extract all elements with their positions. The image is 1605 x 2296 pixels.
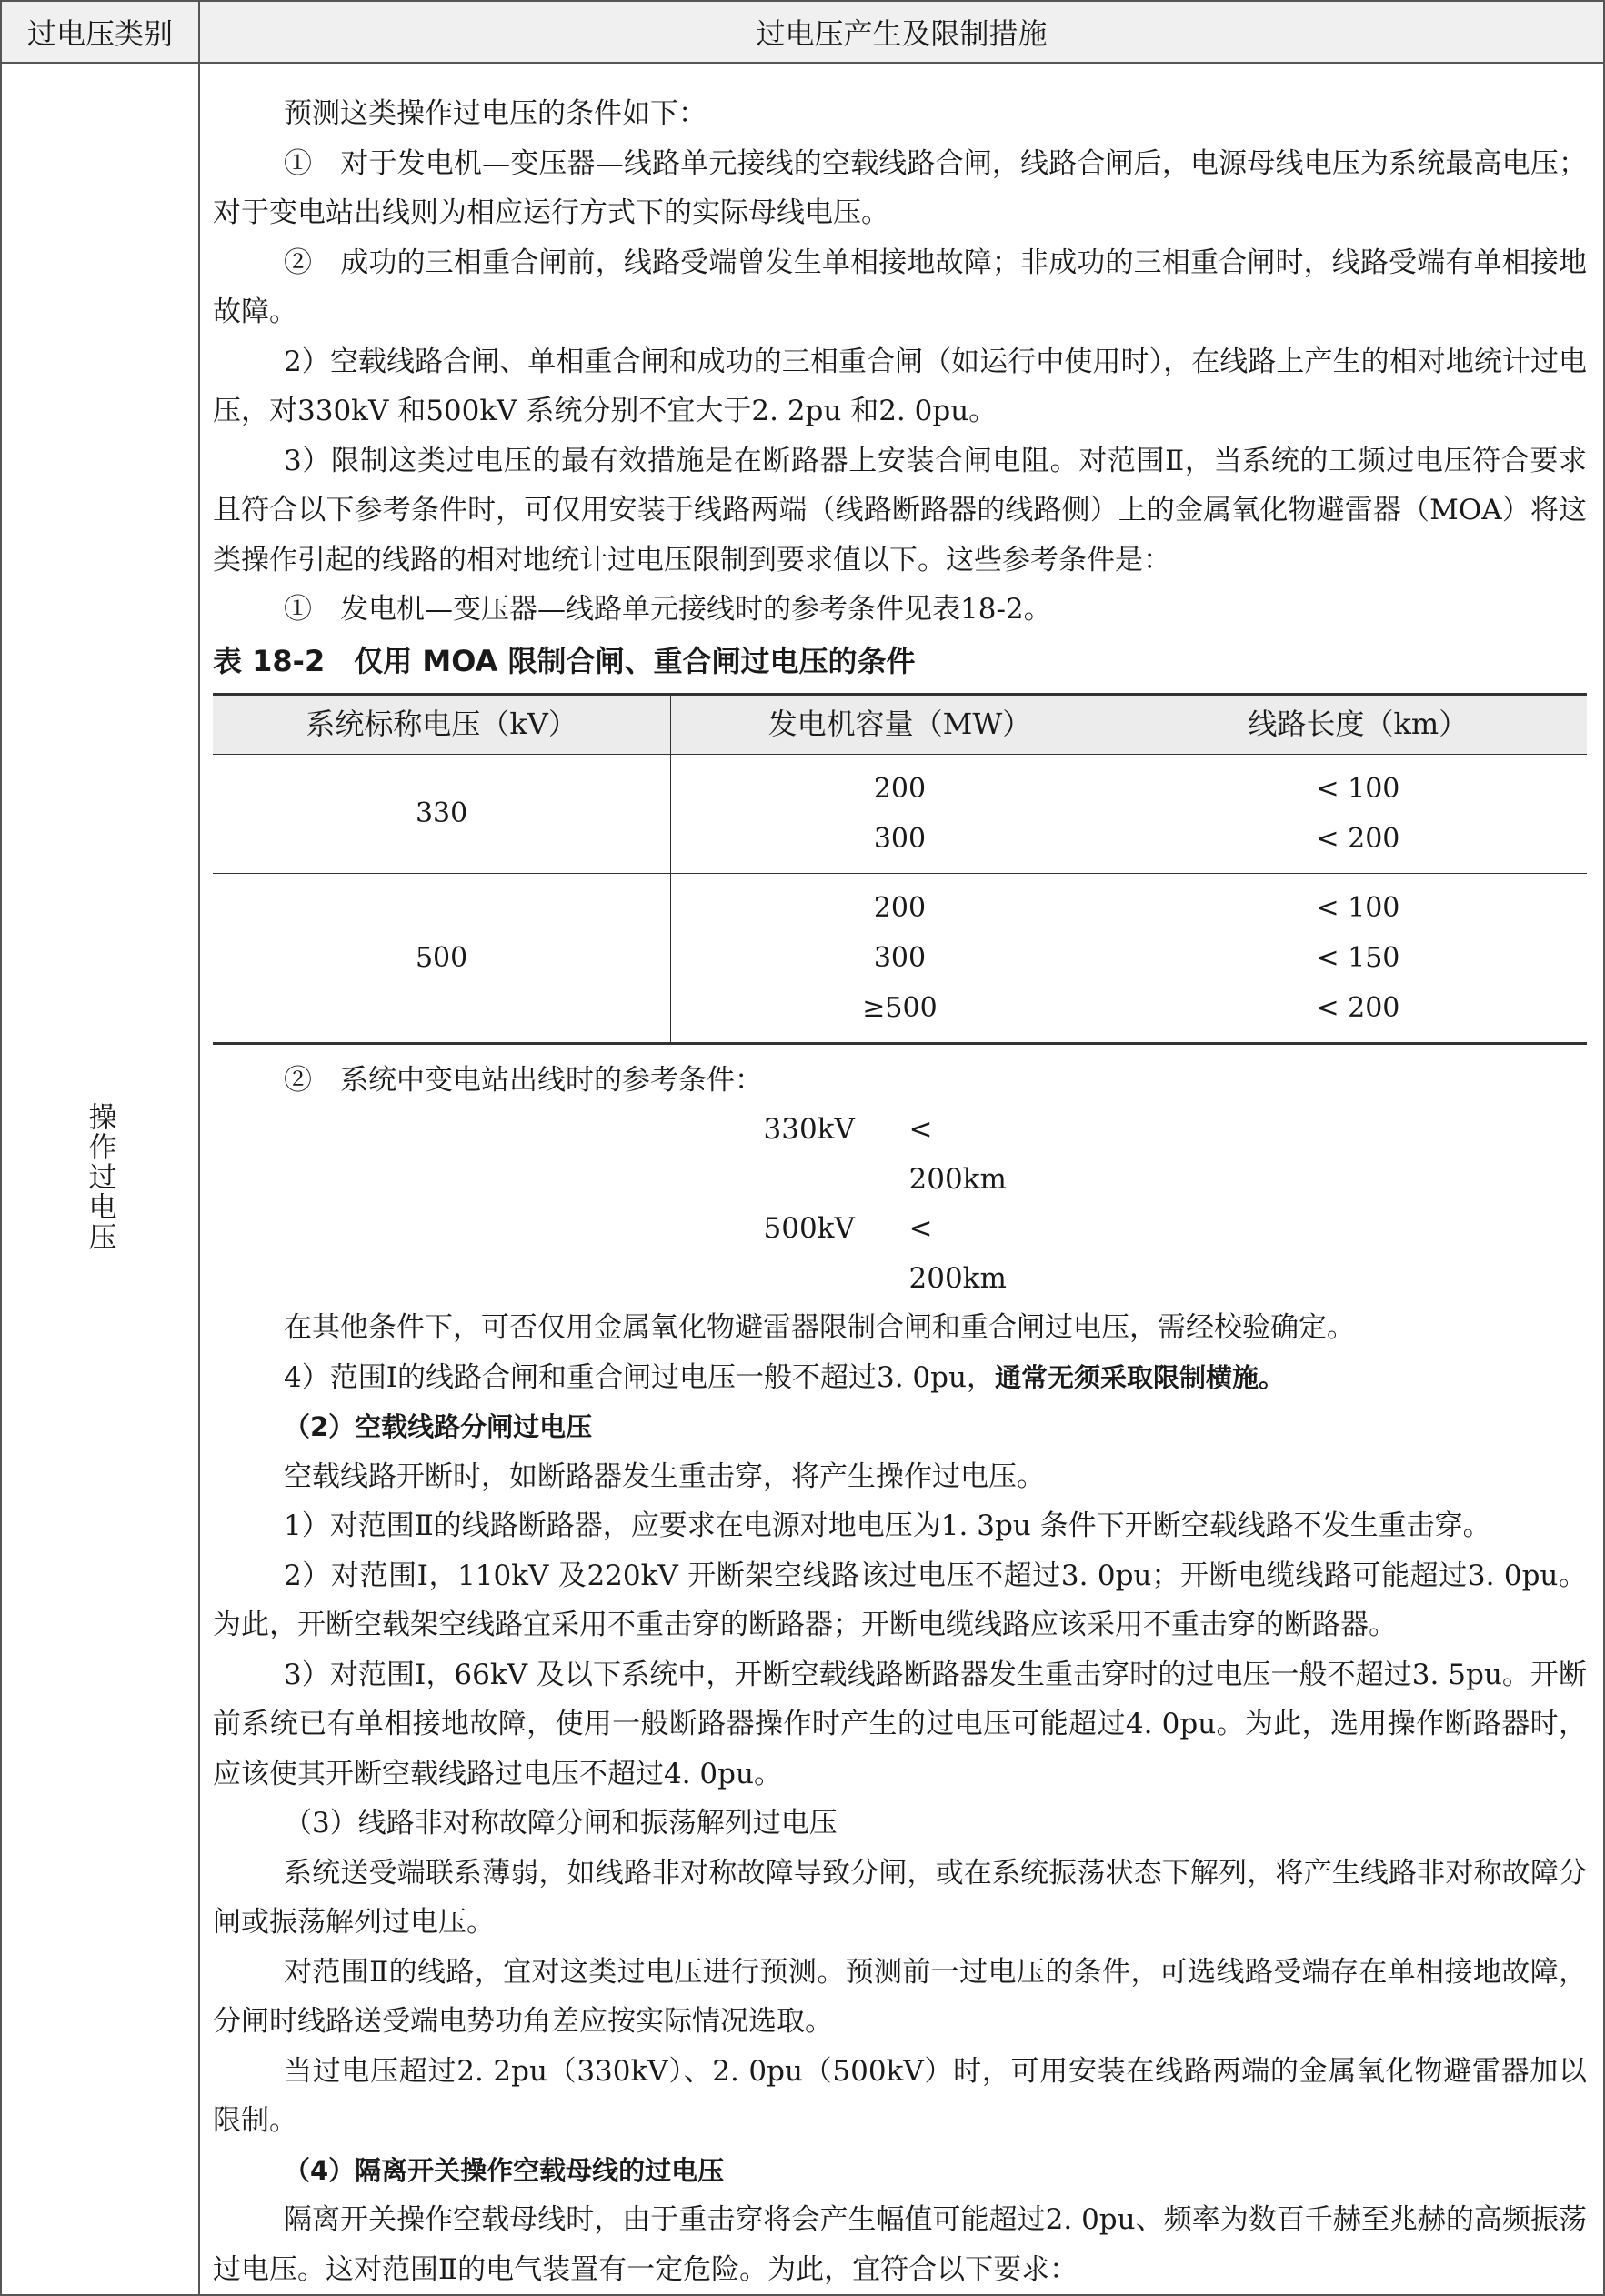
table-cell (671, 873, 1129, 1043)
cell-value: 300 (873, 822, 927, 855)
table-row (213, 873, 1587, 1043)
paragraph-bold-text: 通常无须采取限制横施。 (994, 1361, 1285, 1393)
table-caption: 表 18-2 仅用 MOA 限制合闸、重合闸过电压的条件 (213, 643, 916, 678)
ref-voltage: 500kV (763, 1212, 855, 1245)
reference-line (213, 1204, 1587, 1303)
section-heading: （3）线路非对称故障分闸和振荡解列过电压 (284, 1807, 838, 1840)
paragraph: 预测这类操作过电压的条件如下： (284, 97, 707, 130)
table-cell: 330 (213, 754, 671, 873)
paragraph: 2）对范围Ⅰ，110kV 及220kV 开断架空线路该过电压不超过3. 0pu；开断电缆线路可能超过3. 0pu。为此，开断空载架空线路宜采用不重击穿的断路器；开断电缆线路应该采用不重击穿的断路器。 (213, 1559, 1587, 1641)
table-cell (1129, 754, 1587, 873)
content (200, 64, 1603, 2294)
paragraph-text: 4）范围Ⅰ的线路合闸和重合闸过电压一般不超过3. 0pu， (284, 1360, 995, 1394)
table-cell: 500 (213, 873, 671, 1043)
paragraph: 在其他条件下，可否仅用金属氧化物避雷器限制合闸和重合闸过电压，需经校验确定。 (284, 1311, 1355, 1344)
ref-voltage: 330kV (763, 1113, 855, 1146)
category-label: 操作过电压 (83, 1102, 116, 1252)
table-row (213, 754, 1587, 873)
cell-value: ≥500 (862, 991, 938, 1024)
reference-line (213, 1105, 1587, 1204)
paragraph: 隔离开关操作空载母线时，由于重击穿将会产生幅值可能超过2. 0pu、频率为数百千赫至兆赫的高频振荡过电压。这对范围Ⅱ的电气装置有一定危险。为此，宜符合以下要求： (213, 2203, 1587, 2286)
ref-length: < 200km (908, 1113, 1007, 1196)
table-header: 发电机容量（MW） (671, 694, 1129, 754)
table-header: 系统标称电压（kV） (213, 694, 671, 754)
paragraph: 2）空载线路合闸、单相重合闸和成功的三相重合闸（如运行中使用时），在线路上产生的相对地统计过电压，对330kV 和500kV 系统分别不宜大于2. 2pu 和2. 0pu。 (213, 345, 1587, 427)
header-measures: 过电压产生及限制措施 (199, 1, 1604, 63)
paragraph: 3）限制这类过电压的最有效措施是在断路器上安装合闸电阻。对范围Ⅱ，当系统的工频过电压符合要求且符合以下参考条件时，可仅用安装于线路两端（线路断路器的线路侧）上的金属氧化物避雷器（MOA）将这类操作引起的线路的相对地统计过电压限制到要求值以下。这些参考条件是： (213, 444, 1587, 577)
paragraph: 系统送受端联系薄弱，如线路非对称故障导致分闸，或在系统振荡状态下解列，将产生线路非对称故障分闸或振荡解列过电压。 (213, 1856, 1587, 1939)
table-cell (1129, 873, 1587, 1043)
cell-value: 300 (873, 941, 927, 974)
moa-table (213, 693, 1587, 1045)
cell-value: < 200 (1316, 991, 1400, 1024)
cell-value: 200 (873, 772, 927, 805)
cell-value: < 100 (1316, 772, 1400, 805)
table-cell (671, 754, 1129, 873)
content-cell (199, 63, 1604, 2295)
paragraph: ① 发电机—变压器—线路单元接线时的参考条件见表18-2。 (284, 593, 1052, 626)
ref-length: < 200km (908, 1212, 1007, 1295)
table-header: 线路长度（km） (1129, 694, 1587, 754)
paragraph: 3）对范围Ⅰ，66kV 及以下系统中，开断空载线路断路器发生重击穿时的过电压一般不超过3. 5pu。开断前系统已有单相接地故障，使用一般断路器操作时产生的过电压可能超过4. 0pu。为此，选用操作断路器时，应该使其开断空载线路过电压不超过4. 0pu。 (213, 1658, 1587, 1790)
paragraph: 空载线路开断时，如断路器发生重击穿，将产生操作过电压。 (284, 1459, 1045, 1493)
category-cell (1, 63, 199, 2295)
paragraph: 对范围Ⅱ的线路，宜对这类过电压进行预测。预测前一过电压的条件，可选线路受端存在单相接地故障，分闸时线路送受端电势功角差应按实际情况选取。 (213, 1955, 1587, 2038)
paragraph: 当过电压超过2. 2pu（330kV）、2. 0pu（500kV）时，可用安装在线路两端的金属氧化物避雷器加以限制。 (213, 2054, 1587, 2137)
cell-value: < 200 (1316, 822, 1400, 855)
cell-value: < 100 (1316, 891, 1400, 924)
paragraph (213, 1353, 1587, 1403)
section-heading: （4）隔离开关操作空载母线的过电压 (284, 2154, 725, 2186)
paragraph: ② 系统中变电站出线时的参考条件： (284, 1063, 763, 1097)
paragraph: ② 成功的三相重合闸前，线路受端曾发生单相接地故障；非成功的三相重合闸时，线路受端有单相接地故障。 (213, 246, 1587, 328)
header-category: 过电压类别 (1, 1, 199, 63)
section-heading: （2）空载线路分闸过电压 (284, 1411, 593, 1442)
cell-value: 200 (873, 891, 927, 924)
paragraph: ① 对于发电机—变压器—线路单元接线的空载线路合闸，线路合闸后，电源母线电压为系统最高电压；对于变电站出线则为相应运行方式下的实际母线电压。 (213, 146, 1587, 229)
paragraph: 1）对范围Ⅱ的线路断路器，应要求在电源对地电压为1. 3pu 条件下开断空载线路不发生重击穿。 (284, 1509, 1491, 1542)
cell-value: < 150 (1316, 941, 1400, 974)
